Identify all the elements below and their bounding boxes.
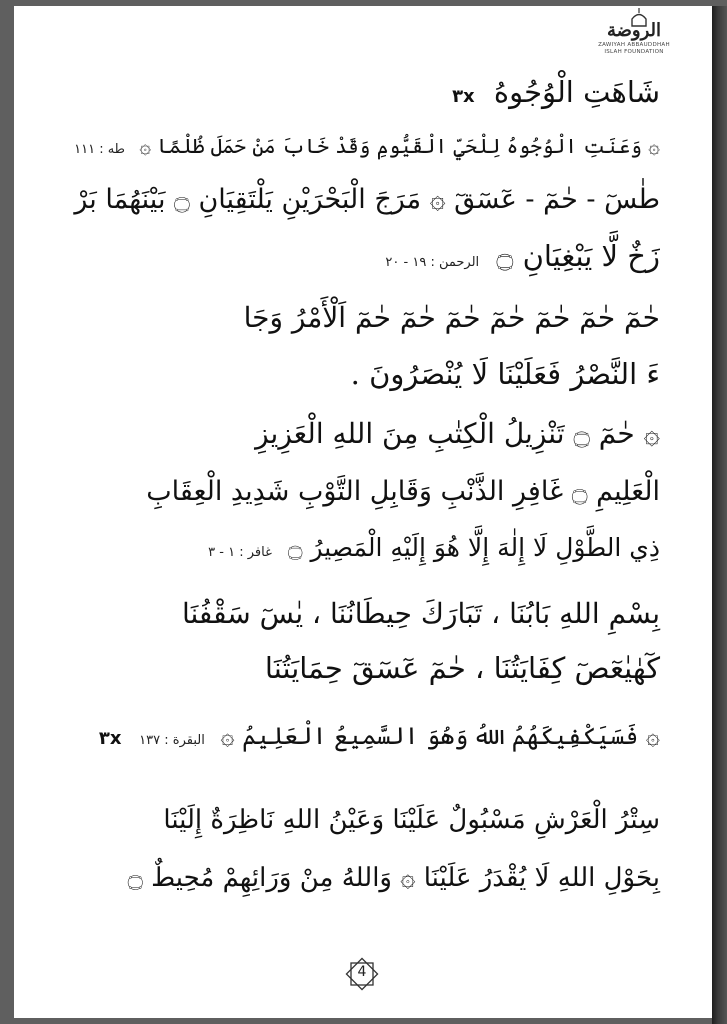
page-number: 4 [357,964,367,980]
text-line [351,354,660,394]
line-text: ۞ وَعَنَتِ الْوُجُوهُ لِلْحَيِّ الْقَيُّومِ وَقَدْ خَابَ مَنْ حَمَلَ ظُلْمًا ۞ [139,134,660,158]
text-line [146,472,660,512]
logo-line-2: ISLAH FOUNDATION [604,49,664,55]
logo-arabic: الروضة [606,20,662,41]
line-text: ۞ حٰمٓ ۝ تَنْزِيلُ الْكِتٰبِ مِنَ اللهِ الْعَزِيزِ [255,417,660,450]
line-text: كٓهٰيٰعٓصٓ كِفَايَتُنَا ، حٰمٓ عٓسٓقٓ حِمَايَتُنَا [264,651,660,685]
foundation-logo [579,10,689,58]
line-text: طٰسٓ - حٰمٓ - عٓسٓقٓ ۞ مَرَجَ الْبَحْرَيْنِ يَلْتَقِيَانِ ۝ بَيْنَهُمَا بَرْ [74,184,660,215]
page-edge-shadow [712,6,727,1024]
line-text: زَخٌ لَّا يَبْغِيَانِ ۝ [496,239,660,273]
text-line [208,528,660,573]
text-line [265,648,660,688]
text-line [255,414,660,454]
line-text: ءَ النَّصْرُ فَعَلَيْنَا لَا يُنْصَرُونَ . [350,357,660,391]
line-text: بِحَوْلِ اللهِ لَا يُقْدَرُ عَلَيْنَا ۞ وَاللهُ مِنْ وَرَائِهِمْ مُحِيطٌ ۝ [127,863,660,893]
text-line [163,800,660,840]
line-text: ذِي الطَّوْلِ لَا إِلٰهَ إِلَّا هُوَ إِلَيْهِ الْمَصِيرُ ۝ [287,533,660,562]
text-line [452,72,660,117]
mosque-dome-icon [629,8,649,28]
text-line [385,236,660,283]
page-number-badge [343,955,381,993]
line-text: الْعَلِيمِ ۝ غَافِرِ الذَّنْبِ وَقَابِلِ التَّوْبِ شَدِيدِ الْعِقَابِ [146,476,660,507]
text-line [99,716,660,761]
repeat-count: ٣x [98,728,122,749]
verse-reference: غافر : ١ - ٣ [208,545,272,560]
text-line [182,594,660,634]
line-text: شَاهَتِ الْوُجُوهُ [493,75,660,109]
line-text: بِسْمِ اللهِ بَابُنَا ، تَبَارَكَ حِيطَانُنَا ، يٰسٓ سَقْفُنَا [181,597,660,630]
line-text: حٰمٓ حٰمٓ حٰمٓ حٰمٓ حٰمٓ حٰمٓ حٰمٓ اَلْأَمْرُ وَجَا [243,301,660,334]
text-line [128,858,660,898]
line-text: ۞ فَسَيَكْفِيكَهُمُ اللهُ وَهُوَ السَّمِيعُ الْعَلِيمُ ۞ [220,722,660,750]
logo-line-1: ZAWIYAH ABBAUDDHAH [598,42,670,48]
verse-reference: البقرة : ١٣٧ [139,733,205,748]
text-line [244,298,660,338]
line-text: سِتْرُ الْعَرْشِ مَسْبُولٌ عَلَيْنَا وَعَيْنُ اللهِ نَاظِرَةٌ إِلَيْنَا [163,805,660,835]
verse-reference: الرحمن : ١٩ - ٢٠ [385,255,480,270]
text-line [74,180,660,220]
text-line [74,126,660,170]
repeat-count: ٣x [452,86,475,107]
verse-reference: طه : ١١١ [74,142,126,157]
